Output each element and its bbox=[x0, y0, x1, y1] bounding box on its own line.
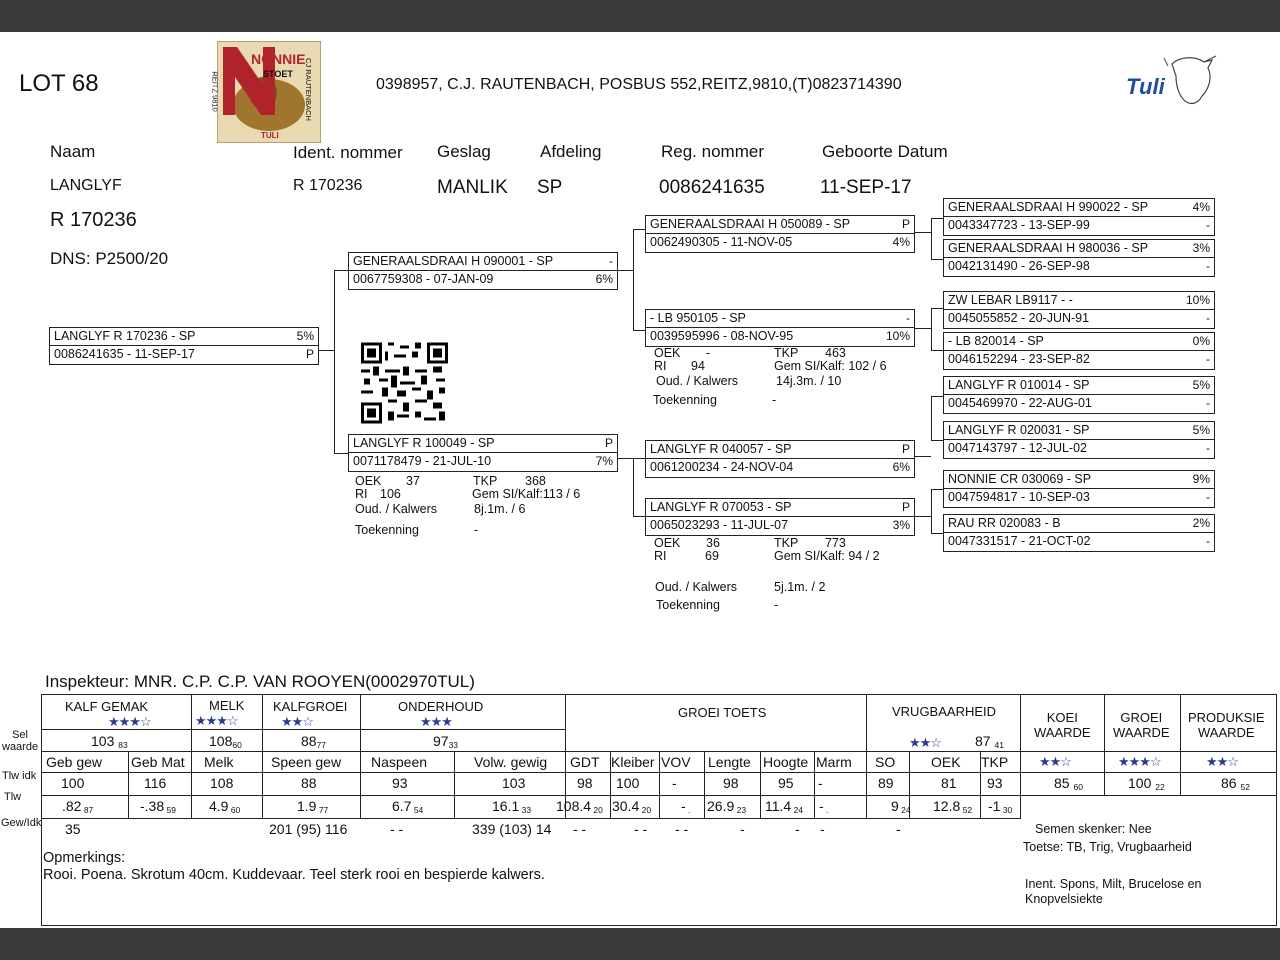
table-rule bbox=[191, 751, 192, 818]
animal-ident: R 170236 bbox=[293, 177, 363, 194]
stars-groei: ★★★☆ bbox=[1118, 754, 1161, 769]
remarks-label: Opmerkings: bbox=[43, 850, 126, 866]
label-naam: Naam bbox=[50, 142, 96, 161]
dam-toek-label: Toekenning bbox=[355, 523, 419, 537]
column-header: Volw. gewig bbox=[474, 754, 548, 770]
table-cell: 100 bbox=[61, 775, 85, 791]
stars-melk: ★★★☆ bbox=[195, 713, 238, 728]
sd-oud-label: Oud. / Kalwers bbox=[656, 374, 738, 388]
table-cell: 30.4 $_{20}$ bbox=[612, 798, 652, 815]
sd-toek-label: Toekenning bbox=[653, 393, 717, 407]
pedigree-sire: GENERAALSDRAAI H 090001 - SP - 0067759308 - 07-JAN-09 6% bbox=[348, 252, 618, 290]
dd-gem: Gem SI/Kalf: 94 / 2 bbox=[774, 549, 880, 563]
table-rule bbox=[128, 751, 129, 818]
dd-ri-value: 69 bbox=[705, 549, 719, 563]
table-cell: - bbox=[740, 821, 745, 837]
column-header: TKP bbox=[981, 754, 1009, 770]
table-cell: - bbox=[820, 821, 825, 837]
column-header: Melk bbox=[204, 754, 234, 770]
pedigree-line bbox=[931, 218, 932, 259]
pedigree-sire-dam: - LB 950105 - SP - 0039595996 - 08-NOV-95 10% bbox=[645, 309, 915, 347]
table-cell: 201 (95) 116 bbox=[269, 821, 348, 837]
pedigree-gg-1: GENERAALSDRAAI H 990022 - SP 4% 0043347723 - 13-SEP-99 - bbox=[943, 198, 1215, 236]
sel-vrugbaarheid: 87 $_{41}$ bbox=[975, 733, 1004, 750]
table-cell: 26.9 $_{23}$ bbox=[707, 798, 747, 815]
label-geslag: Geslag bbox=[437, 142, 491, 161]
dd-ri-label: RI bbox=[654, 549, 667, 563]
row-label-gew-idk: Gew/Idk bbox=[1, 817, 42, 829]
table-cell: 93 bbox=[392, 775, 408, 791]
group-groei-toets: GROEI TOETS bbox=[678, 705, 767, 720]
table-cell: 100 bbox=[616, 775, 640, 791]
pedigree-line bbox=[334, 453, 349, 454]
pedigree-gg-3: ZW LEBAR LB9117 - - 10% 0045055852 - 20-JUN-91 - bbox=[943, 291, 1215, 329]
column-header: Hoogte bbox=[763, 754, 809, 770]
table-cell: 35 bbox=[65, 821, 81, 837]
table-cell: 98 bbox=[723, 775, 739, 791]
table-rule bbox=[704, 751, 705, 818]
table-cell: - $_.$ bbox=[819, 798, 829, 815]
group-onderhoud: ONDERHOUD bbox=[398, 699, 484, 714]
nonnie-stoet-logo: NONNIE STOET TULI REITZ 9810 CJ RAUTENBACH bbox=[217, 41, 321, 143]
column-header: SO bbox=[875, 754, 896, 770]
table-cell: - $_.$ bbox=[681, 798, 691, 815]
pedigree-gg-7: NONNIE CR 030069 - SP 9% 0047594817 - 10-SEP-03 - bbox=[943, 470, 1215, 508]
pedigree-line bbox=[931, 489, 932, 533]
stars-produksie: ★★☆ bbox=[1206, 754, 1238, 769]
dd-tkp-label: TKP bbox=[774, 536, 799, 550]
sd-tkp-value: 463 bbox=[825, 346, 846, 360]
row-label-tlw-idk: Tlw idk bbox=[2, 770, 37, 782]
remarks-text: Rooi. Poena. Skrotum 40cm. Kuddevaar. Teel sterk rooi en bespierde kalwers. bbox=[43, 867, 545, 883]
column-header: Marm bbox=[816, 754, 852, 770]
pedigree-line bbox=[318, 350, 334, 351]
table-rule bbox=[814, 751, 815, 818]
sd-oud-value: 14j.3m. / 10 bbox=[776, 374, 842, 388]
label-geboorte: Geboorte Datum bbox=[822, 142, 948, 161]
table-cell: 88 bbox=[301, 775, 317, 791]
table-rule bbox=[262, 751, 263, 818]
inspector: Inspekteur: MNR. C.P. C.P. VAN ROOYEN(0002970TUL) bbox=[45, 672, 475, 691]
table-cell: 16.1 $_{33}$ bbox=[492, 798, 532, 815]
pedigree-line bbox=[914, 516, 931, 517]
label-ident: Ident. nommer bbox=[293, 143, 403, 162]
table-cell: 339 (103) 14 bbox=[472, 821, 552, 837]
dd-toek-value: - bbox=[774, 598, 779, 612]
column-header: Geb gew bbox=[46, 754, 103, 770]
pedigree-line bbox=[633, 229, 634, 330]
pedigree-line bbox=[633, 458, 634, 516]
dd-oek-label: OEK bbox=[654, 536, 681, 550]
table-cell: 4.9 $_{60}$ bbox=[209, 798, 241, 815]
table-cell: 11.4 $_{24}$ bbox=[765, 798, 804, 815]
label-afdeling: Afdeling bbox=[540, 142, 602, 161]
table-cell: -1 $_{30}$ bbox=[988, 798, 1013, 815]
qr-code-icon bbox=[361, 342, 448, 424]
table-cell: - bbox=[795, 821, 800, 837]
val-groei: 100 $_{22}$ bbox=[1128, 775, 1165, 792]
animal-geslag: MANLIK bbox=[437, 177, 508, 198]
top-bar bbox=[0, 0, 1280, 32]
dd-oek-value: 36 bbox=[706, 536, 720, 550]
group-groei-waarde: GROEI WAARDE bbox=[1113, 710, 1170, 740]
group-kalf-gemak: KALF GEMAK bbox=[65, 699, 149, 714]
dam-tkp-label: TKP bbox=[473, 474, 498, 488]
table-cell: 93 bbox=[987, 775, 1003, 791]
table-cell: - - bbox=[390, 821, 404, 837]
column-header: Kleiber bbox=[611, 754, 655, 770]
table-cell: 12.8 $_{52}$ bbox=[933, 798, 973, 815]
table-cell: 108.4 $_{20}$ bbox=[556, 798, 603, 815]
table-rule bbox=[454, 751, 455, 818]
column-header: Lengte bbox=[708, 754, 751, 770]
pedigree-dam-dam: LANGLYF R 070053 - SP P 0065023293 - 11-JUL-07 3% bbox=[645, 498, 915, 536]
sel-onderhoud: $97_{33}$ bbox=[433, 733, 459, 750]
pedigree-line bbox=[617, 270, 633, 271]
document-page bbox=[0, 32, 1280, 928]
table-rule bbox=[1180, 751, 1181, 795]
column-header: OEK bbox=[931, 754, 961, 770]
dam-oek-value: 37 bbox=[406, 474, 420, 488]
table-rule bbox=[41, 818, 1021, 819]
table-rule bbox=[1104, 751, 1105, 795]
pedigree-gg-5: LANGLYF R 010014 - SP 5% 0045469970 - 22-AUG-01 - bbox=[943, 376, 1215, 414]
label-reg: Reg. nommer bbox=[661, 142, 764, 161]
dd-tkp-value: 773 bbox=[825, 536, 846, 550]
table-cell: 6.7 $_{54}$ bbox=[392, 798, 424, 815]
sd-tkp-label: TKP bbox=[774, 346, 799, 360]
pedigree-line bbox=[914, 328, 931, 329]
group-produksie-waarde: PRODUKSIE WAARDE bbox=[1188, 710, 1265, 740]
sd-ri-label: RI bbox=[654, 359, 667, 373]
pedigree-line bbox=[334, 270, 349, 271]
table-cell: 89 bbox=[878, 775, 894, 791]
dns-number: DNS: P2500/20 bbox=[50, 249, 169, 268]
tuli-logo: Tuli bbox=[1124, 54, 1220, 114]
sel-kalf-gemak: 103 $_{83}$ bbox=[91, 733, 128, 750]
row-label-tlw: Tlw bbox=[4, 791, 22, 803]
table-cell: 103 bbox=[502, 775, 526, 791]
column-header: VOV bbox=[661, 754, 691, 770]
pedigree-dam: LANGLYF R 100049 - SP P 0071178479 - 21-JUL-10 7% bbox=[348, 434, 618, 472]
animal-name: LANGLYF bbox=[50, 177, 122, 194]
dd-toek-label: Toekenning bbox=[656, 598, 720, 612]
table-cell: - bbox=[672, 775, 677, 791]
group-melk: MELK bbox=[209, 698, 245, 713]
table-rule bbox=[659, 751, 660, 818]
stars-kalfgroei: ★★☆ bbox=[281, 714, 313, 729]
pedigree-dam-sire: LANGLYF R 040057 - SP P 0061200234 - 24-NOV-04 6% bbox=[645, 440, 915, 478]
dd-oud-label: Oud. / Kalwers bbox=[655, 580, 737, 594]
animal-id-line: R 170236 bbox=[50, 209, 137, 231]
dam-oud-label: Oud. / Kalwers bbox=[355, 502, 437, 516]
dam-gem: Gem SI/Kalf:113 / 6 bbox=[472, 487, 581, 501]
table-cell: - - bbox=[675, 821, 689, 837]
sd-toek-value: - bbox=[772, 393, 777, 407]
dd-oud-value: 5j.1m. / 2 bbox=[774, 580, 826, 594]
table-cell: -.38 $_{59}$ bbox=[140, 798, 176, 815]
table-rule bbox=[760, 751, 761, 818]
dam-ri-label: RI bbox=[355, 487, 368, 501]
group-kalfgroei: KALFGROEI bbox=[273, 699, 348, 714]
group-vrugbaarheid: VRUGBAARHEID bbox=[892, 704, 997, 719]
pedigree-gg-4: - LB 820014 - SP 0% 0046152294 - 23-SEP-82 - bbox=[943, 332, 1215, 370]
sd-gem: Gem SI/Kalf: 102 / 6 bbox=[774, 359, 887, 373]
dam-tkp-value: 368 bbox=[525, 474, 546, 488]
pedigree-line bbox=[914, 456, 931, 457]
tests: Toetse: TB, Trig, Vrugbaarheid bbox=[1023, 840, 1192, 854]
animal-geboorte: 11-SEP-17 bbox=[820, 177, 912, 198]
pedigree-gg-2: GENERAALSDRAAI H 980036 - SP 3% 0042131490 - 26-SEP-98 - bbox=[943, 239, 1215, 277]
pedigree-sire-sire: GENERAALSDRAAI H 050089 - SP P 0062490305 - 11-NOV-05 4% bbox=[645, 215, 915, 253]
table-rule bbox=[360, 751, 361, 818]
table-cell: 9 $_{24}$ bbox=[891, 798, 911, 815]
column-header: Naspeen bbox=[371, 754, 428, 770]
table-rule bbox=[1020, 751, 1021, 818]
dam-ri-value: 106 bbox=[380, 487, 401, 501]
pedigree-line bbox=[931, 308, 932, 350]
dam-oek-label: OEK bbox=[355, 474, 382, 488]
stars-onderhoud: ★★★ bbox=[420, 714, 452, 729]
sel-melk: $108_{60}$ bbox=[209, 733, 242, 750]
stars-vrugbaarheid: ★★☆ bbox=[909, 735, 941, 750]
bottom-bar bbox=[0, 928, 1280, 960]
stars-koei: ★★☆ bbox=[1039, 754, 1071, 769]
table-cell: 98 bbox=[577, 775, 593, 791]
animal-reg: 0086241635 bbox=[659, 177, 765, 198]
group-koei-waarde: KOEI WAARDE bbox=[1034, 710, 1091, 740]
pedigree-line bbox=[914, 232, 931, 233]
table-cell: - bbox=[896, 821, 901, 837]
row-label-sel: Sel waarde bbox=[2, 729, 39, 753]
column-header: GDT bbox=[570, 754, 600, 770]
table-cell: - - bbox=[634, 821, 648, 837]
column-header: Speen gew bbox=[271, 754, 342, 770]
sd-oek-value: - bbox=[706, 346, 711, 360]
table-cell: 81 bbox=[941, 775, 957, 791]
pedigree-line bbox=[931, 396, 932, 440]
sel-kalfgroei: $88_{77}$ bbox=[301, 733, 327, 750]
sd-ri-value: 94 bbox=[691, 359, 705, 373]
breeder-info: 0398957, C.J. RAUTENBACH, POSBUS 552,REITZ,9810,(T)0823714390 bbox=[376, 76, 902, 93]
column-header: Geb Mat bbox=[131, 754, 185, 770]
table-rule bbox=[866, 751, 867, 818]
sd-oek-label: OEK bbox=[654, 346, 681, 360]
dam-toek-value: - bbox=[474, 523, 479, 537]
table-cell: - - bbox=[573, 821, 587, 837]
pedigree-line bbox=[617, 458, 633, 459]
semen-donor: Semen skenker: Nee bbox=[1035, 822, 1152, 836]
pedigree-self: LANGLYF R 170236 - SP 5% 0086241635 - 11-SEP-17 P bbox=[49, 327, 319, 365]
table-cell: 95 bbox=[778, 775, 794, 791]
table-cell: .82 $_{87}$ bbox=[62, 798, 94, 815]
animal-afdeling: SP bbox=[537, 177, 563, 198]
pedigree-line bbox=[334, 270, 335, 453]
val-produksie: 86 $_{52}$ bbox=[1221, 775, 1250, 792]
lot-number: LOT 68 bbox=[19, 70, 99, 97]
pedigree-gg-8: RAU RR 020083 - B 2% 0047331517 - 21-OCT-02 - bbox=[943, 514, 1215, 552]
dam-oud-value: 8j.1m. / 6 bbox=[474, 502, 526, 516]
stars-kalf-gemak: ★★★☆ bbox=[108, 714, 151, 729]
vaccinations: Inent. Spons, Milt, Brucelose en Knopvelsiekte bbox=[1025, 877, 1202, 906]
table-cell: 116 bbox=[144, 775, 167, 791]
table-cell: 108 bbox=[210, 775, 234, 791]
table-cell: 1.9 $_{77}$ bbox=[297, 798, 329, 815]
table-cell: - bbox=[818, 775, 823, 791]
pedigree-gg-6: LANGLYF R 020031 - SP 5% 0047143797 - 12-JUL-02 - bbox=[943, 421, 1215, 459]
val-koei: 85 $_{60}$ bbox=[1054, 775, 1083, 792]
